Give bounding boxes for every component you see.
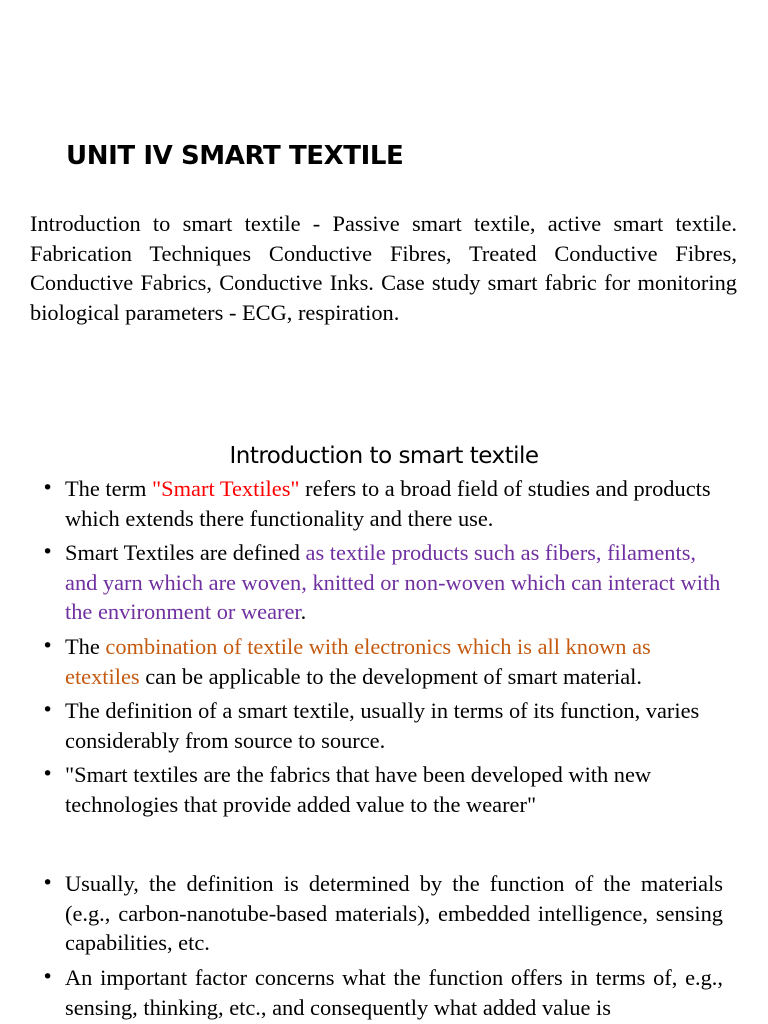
bullet-marker: • bbox=[42, 635, 54, 657]
bullet-marker: • bbox=[42, 477, 54, 499]
bullet-text-post: refers to a broad field of studies and products which extends there functionality and there use. bbox=[65, 476, 711, 531]
bullet-marker: • bbox=[42, 699, 54, 721]
bullet-text: "Smart textiles are the fabrics that have been developed with new technologies that provide added value to the wearer" bbox=[65, 762, 652, 817]
bullet-highlight-red: "Smart Textiles" bbox=[152, 476, 300, 501]
bullet-text-pre: Smart Textiles are defined bbox=[65, 540, 306, 565]
bullet-text bbox=[65, 474, 727, 533]
bullet-text-pre: The bbox=[65, 634, 106, 659]
bullet-marker: • bbox=[42, 541, 54, 563]
bullet-highlight-orange: combination of textile with electronics which is all known as etextiles bbox=[65, 634, 651, 689]
unit-title: UNIT IV SMART TEXTILE bbox=[66, 141, 404, 171]
bullet-text bbox=[65, 538, 727, 627]
bullet-marker: • bbox=[42, 763, 54, 785]
intro-paragraph: Introduction to smart textile - Passive smart textile, active smart textile. Fabrication Techniques Conductive Fibres, Treated Conductive Fibres, Conductive Fabrics, Conductive Inks. Case study smart fabric for monitoring biological parameters - ECG, respiration. bbox=[30, 211, 737, 325]
bullet-text bbox=[65, 632, 727, 691]
bullet-text-pre: The term bbox=[65, 476, 153, 501]
bullet-text: The definition of a smart textile, usually in terms of its function, varies considerably from source to source. bbox=[65, 698, 700, 753]
section-heading: Introduction to smart textile bbox=[229, 443, 539, 469]
bullet-text-post: . bbox=[300, 599, 307, 624]
bullet-text-post: can be applicable to the development of smart material. bbox=[139, 663, 642, 689]
bullet-text: Usually, the definition is determined by the function of the materials (e.g., carbon-nanotube-based materials), embedded intelligence, sensing capabilities, etc. bbox=[65, 871, 723, 955]
bullet-marker: • bbox=[42, 872, 54, 894]
bullet-marker: • bbox=[42, 966, 54, 988]
bullet-highlight-purple: as textile products such as fibers, filaments, and yarn which are woven, knitted or non-woven which can interact with the environment or wearer bbox=[65, 540, 721, 624]
bullet-text: An important factor concerns what the function offers in terms of, e.g., sensing, thinking, etc., and consequently what added value is bbox=[65, 965, 723, 1020]
